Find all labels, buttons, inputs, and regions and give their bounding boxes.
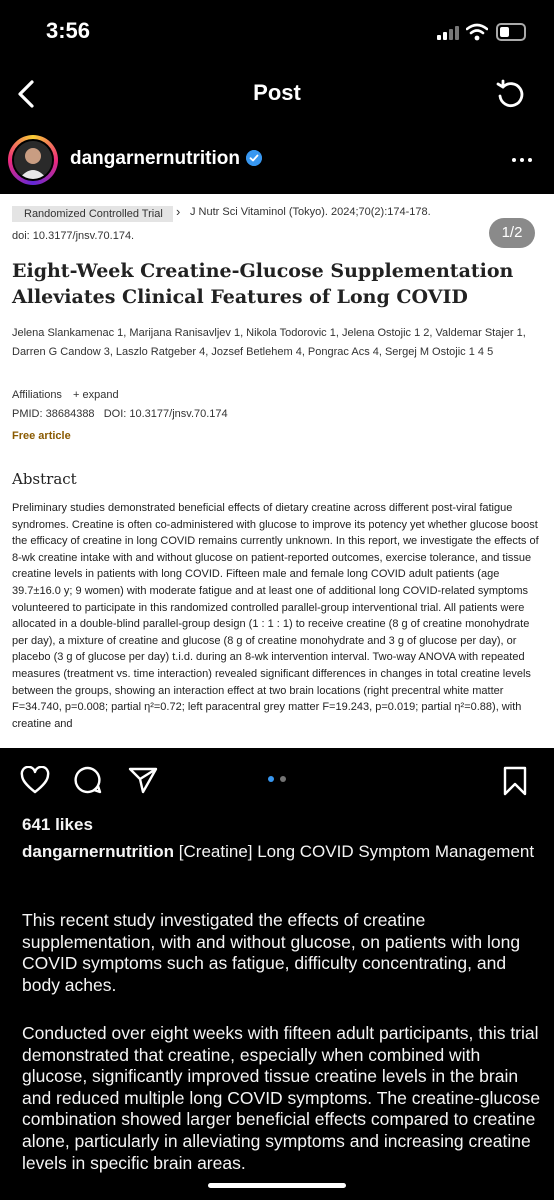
home-indicator[interactable] [208,1183,346,1188]
paper-authors: Jelena Slankamenac 1, Marijana Ranisavljev 1, Nikola Todorovic 1, Jelena Ostojic 1 2, Valdemar Stajer 1, Darren G Candow 3, Laszlo Ratgeber 4, Jozsef Betlehem 4, Pongrac Acs 4, Sergej M Ostojic 1 4 5 [12,327,526,358]
comment-icon[interactable] [74,766,102,794]
post-image[interactable] [0,194,554,748]
caption-paragraph: This recent study investigated the effects of creatine supplementation, with and without glucose, on patients with long COVID symptoms such as fatigue, difficulty concentrating, and body aches. [22,910,521,995]
post-username[interactable]: dangarnernutrition [70,148,240,169]
journal-citation: J Nutr Sci Vitaminol (Tokyo). 2024;70(2):174-178. [190,206,431,218]
battery-icon [496,23,526,41]
affiliations-label: Affiliations [12,389,62,401]
refresh-icon[interactable] [494,78,526,110]
pmid-doi: PMID: 38684388 DOI: 10.3177/jnsv.70.174 [12,408,228,420]
more-options-icon[interactable] [512,158,534,162]
status-time: 3:56 [46,18,91,43]
caption-username[interactable]: dangarnernutrition [22,842,175,861]
paper-title: Eight-Week Creatine-Glucose Supplementation Alleviates Clinical Features of Long COVID [12,260,514,308]
affiliations-row [12,389,119,401]
carousel-dot [280,776,286,782]
carousel-dot-active [268,776,274,782]
carousel-dots [268,776,288,782]
expand-label: + expand [73,389,119,401]
page-title: Post [253,80,301,105]
caption-paragraph: Conducted over eight weeks with fifteen adult participants, this trial demonstrated that creatine, especially when combined with glucose, significantly improved tissue creatine levels in the brain and reduced multiple long COVID symptoms. The creatine-glucose combination showed larger beneficial effects compared to creatine alone, particularly in alleviating symptoms and increasing creatine levels in specific brain areas. [22,1023,541,1173]
like-count[interactable]: 641 likes [22,815,93,834]
caption-title: [Creatine] Long COVID Symptom Management [178,842,535,861]
wifi-icon [466,23,488,41]
cellular-signal-icon [437,26,461,40]
paper-doi: doi: 10.3177/jnsv.70.174. [12,230,135,242]
abstract-heading: Abstract [12,470,77,488]
abstract-text: Preliminary studies demonstrated beneficial effects of dietary creatine across different post-viral fatigue syndromes. Creatine is often co-administered with glucose to improve its potency yet whether glucose boost the efficacy of creatine in long COVID remains currently unknown. In this report, we investigate the effects of 8-wk creatine intake with and without glucose on patient-reported outcomes, exercise tolerance, and tissue creatine levels in patients with long COVID. Fifteen male and female long COVID adult patients (age 39.7±16.0 y; 9 women) with moderate fatigue and at least one of additional long COVID-related symptoms volunteered to participate in this randomized controlled parallel-group interventional trial. All patients were allocated in a double-blind parallel-group design (1 : 1 : 1) to receive creatine (8 g of creatine monohydrate per day), a mixture of creatine and glucose (8 g of creatine monohydrate and 3 g of glucose per day), or placebo (3 g of glucose per day) t.i.d. during an 8-wk intervention interval. Two-way ANOVA with repeated measures (treatment vs. time interaction) revealed significant differences in changes in total creatine levels between the groups, showing an interaction effect at two brain locations (right precentral white matter F=34.740, p=0.008; partial η²=0.72; left paracentral grey matter F=19.243, p=0.019; partial η²=0.88), with creatine and [12,502,539,730]
bookmark-icon[interactable] [502,766,528,796]
verified-badge-icon [246,150,262,166]
chevron-right-icon: › [176,204,181,219]
caption-header [22,841,542,863]
avatar[interactable] [12,139,54,181]
send-icon[interactable] [128,766,158,794]
free-article-label: Free article [12,430,71,442]
article-type-badge: Randomized Controlled Trial [12,206,173,222]
heart-icon[interactable] [20,766,50,794]
carousel-page-indicator: 1/2 [489,218,535,248]
